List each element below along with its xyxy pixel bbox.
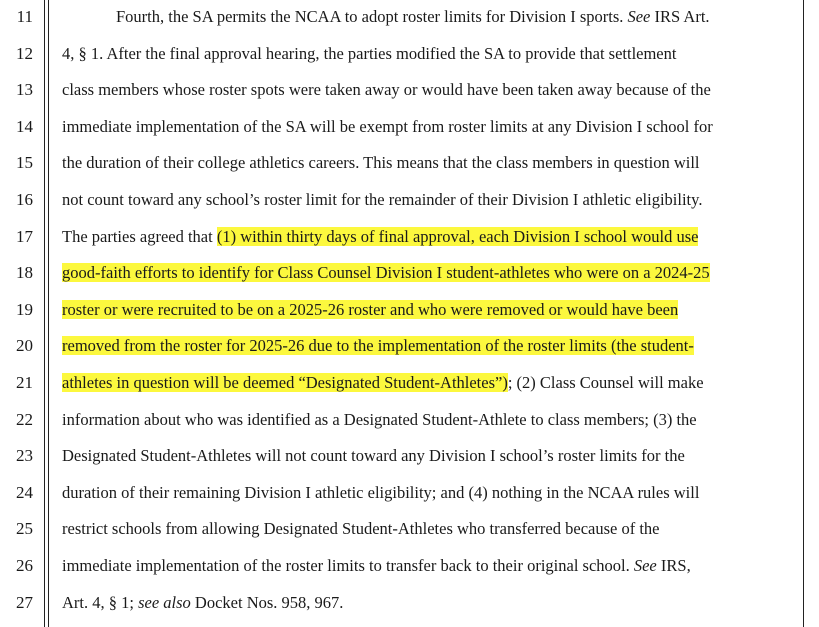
text-line: [62, 519, 660, 539]
line-number: 19: [16, 300, 33, 319]
text-segment: IRS,: [656, 556, 691, 575]
text-segment: ; (2) Class Counsel will make: [507, 373, 704, 392]
line-number: 24: [16, 483, 33, 502]
highlighted-text: roster or were recruited to be on a 2025-26 roster and who were removed or would have been: [62, 300, 679, 319]
text-segment: Art. 4, § 1;: [62, 593, 139, 612]
line-number: 14: [16, 117, 33, 136]
text-segment: restrict schools from allowing Designated Student-Athletes who transferred because of the: [62, 519, 660, 538]
text-line: [62, 373, 704, 393]
text-line: [62, 446, 685, 466]
italic-signal-text: see also: [138, 593, 191, 612]
text-line: [116, 7, 710, 27]
text-segment: Fourth, the SA permits the NCAA to adopt roster limits for Division I sports.: [116, 7, 628, 26]
line-number: 16: [16, 190, 33, 209]
margin-rule-right: [803, 0, 804, 627]
highlighted-text: good-faith efforts to identify for Class Counsel Division I student-athletes who were on a 2024-25: [62, 263, 710, 282]
text-line: [62, 263, 710, 283]
highlighted-text: athletes in question will be deemed “Designated Student-Athletes”): [62, 373, 508, 392]
line-number: 27: [16, 593, 33, 612]
line-number: 25: [16, 519, 33, 538]
line-number: 18: [16, 263, 33, 282]
line-number: 12: [16, 44, 33, 63]
text-segment: not count toward any school’s roster limit for the remainder of their Division I athletic eligibility.: [62, 190, 703, 209]
highlighted-text: removed from the roster for 2025-26 due to the implementation of the roster limits (the student-: [62, 336, 694, 355]
text-line: [62, 80, 711, 100]
line-number: 15: [16, 153, 33, 172]
text-segment: IRS Art.: [650, 7, 710, 26]
text-segment: information about who was identified as a Designated Student-Athlete to class members; (3) the: [62, 410, 697, 429]
text-line: [62, 593, 343, 613]
text-line: [62, 44, 676, 64]
text-segment: 4, § 1. After the final approval hearing, the parties modified the SA to provide that settlement: [62, 44, 677, 63]
text-line: [62, 410, 697, 430]
line-number: 13: [16, 80, 33, 99]
line-number: 11: [16, 7, 33, 26]
text-segment: class members whose roster spots were taken away or would have been taken away because of the: [62, 80, 711, 99]
text-line: [62, 336, 694, 356]
line-number: 17: [16, 227, 33, 246]
margin-rule-left-inner: [48, 0, 49, 627]
text-line: [62, 117, 713, 137]
text-segment: Docket Nos. 958, 967.: [190, 593, 344, 612]
italic-signal-text: See: [633, 556, 657, 575]
highlighted-text: (1) within thirty days of final approval, each Division I school would use: [216, 227, 699, 246]
italic-signal-text: See: [627, 7, 651, 26]
text-line: [62, 483, 699, 503]
text-line: [62, 227, 698, 247]
text-segment: immediate implementation of the SA will be exempt from roster limits at any Division I school for: [62, 117, 713, 136]
line-number: 21: [16, 373, 33, 392]
line-number: 22: [16, 410, 33, 429]
text-segment: the duration of their college athletics careers. This means that the class members in question will: [62, 153, 700, 172]
text-segment: Designated Student-Athletes will not count toward any Division I school’s roster limits for the: [62, 446, 685, 465]
margin-rule-left-outer: [44, 0, 45, 627]
text-line: [62, 190, 702, 210]
text-line: [62, 153, 700, 173]
text-segment: immediate implementation of the roster limits to transfer back to their original school.: [62, 556, 634, 575]
line-number: 26: [16, 556, 33, 575]
text-line: [62, 300, 678, 320]
line-number: 20: [16, 336, 33, 355]
text-segment: The parties agreed that: [62, 227, 217, 246]
text-line: [62, 556, 691, 576]
text-segment: duration of their remaining Division I athletic eligibility; and (4) nothing in the NCAA rules will: [62, 483, 700, 502]
line-number: 23: [16, 446, 33, 465]
